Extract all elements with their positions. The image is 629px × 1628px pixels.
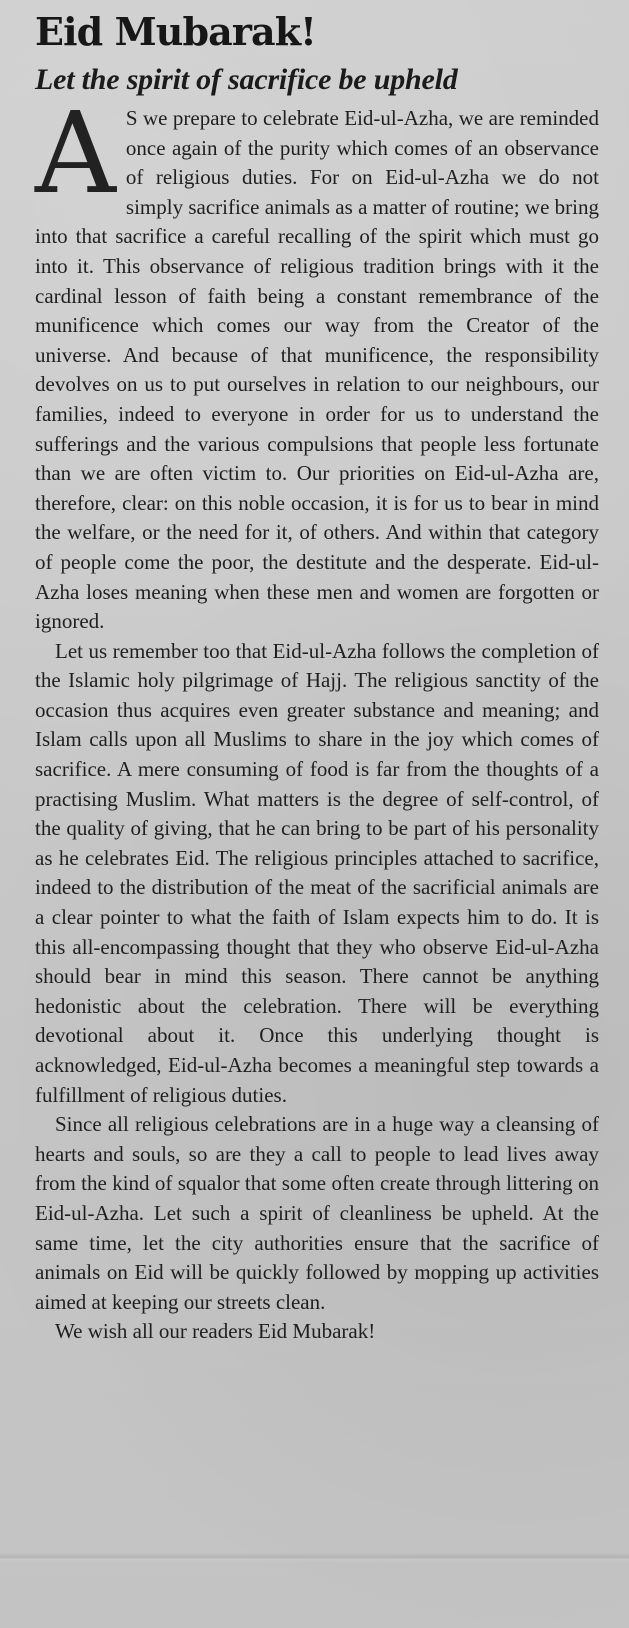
article-body	[35, 89, 599, 1347]
paragraph-3: Since all religious celebrations are in a huge way a cleansing of hearts and souls, so are they a call to people to lead lives away from the kind of squalor that some often create through littering on Eid-ul-Azha. Let such a spirit of cleanliness be upheld. At the same time, let the city authorities ensure that the sacrifice of animals on Eid will be quickly followed by mopping up activities aimed at keeping our streets clean.	[35, 1112, 599, 1314]
paragraph-2: Let us remember too that Eid-ul-Azha follows the completion of the Islamic holy pilgrimage of Hajj. The religious sanctity of the occasion thus acquires even greater substance and meaning; and Islam calls upon all Muslims to share in the joy which comes of sacrifice. A mere consuming of food is far from the thoughts of a practising Muslim. What matters is the degree of self-control, of the quality of giving, that he can bring to be part of his personality as he celebrates Eid. The religious principles attached to sacrifice, indeed to the distribution of the meat of the sacrificial animals are a clear pointer to what the faith of Islam expects him to do. It is this all-encompassing thought that they who observe Eid-ul-Azha should bear in mind this season. There cannot be anything hedonistic about the celebration. There will be everything devotional about it. Once this underlying thought is acknowledged, Eid-ul-Azha becomes a meaningful step towards a fulfillment of religious duties.	[35, 638, 599, 1107]
paragraph-1-text: S we prepare to celebrate Eid-ul-Azha, we are reminded once again of the purity which comes of an observance of religious duties. For on Eid-ul-Azha we do not simply sacrifice animals as a matter of routine; we bring into that sacrifice a careful recalling of the spirit which must go into it. This observance of religious tradition brings with it the cardinal lesson of faith being a constant remembrance of the munificence which comes our way from the Creator of the universe. And because of that munificence, the responsibility devolves on us to put ourselves in relation to our neighbours, our families, indeed to everyone in order for us to understand the sufferings and the various compulsions that people less fortunate than we are often victim to. Our priorities on Eid-ul-Azha are, therefore, clear: on this noble occasion, it is for us to bear in mind the welfare, or the need for it, of others. And within that category of people come the poor, the destitute and the desperate. Eid-ul-Azha loses meaning when these men and women are forgotten or ignored.	[35, 106, 599, 634]
drop-cap: A	[35, 89, 116, 219]
subheadline: Let the spirit of sacrifice be upheld	[35, 63, 458, 96]
headline: Eid Mubarak!	[35, 9, 316, 54]
paragraph-1	[35, 89, 599, 637]
closing-line: We wish all our readers Eid Mubarak!	[55, 1319, 376, 1344]
